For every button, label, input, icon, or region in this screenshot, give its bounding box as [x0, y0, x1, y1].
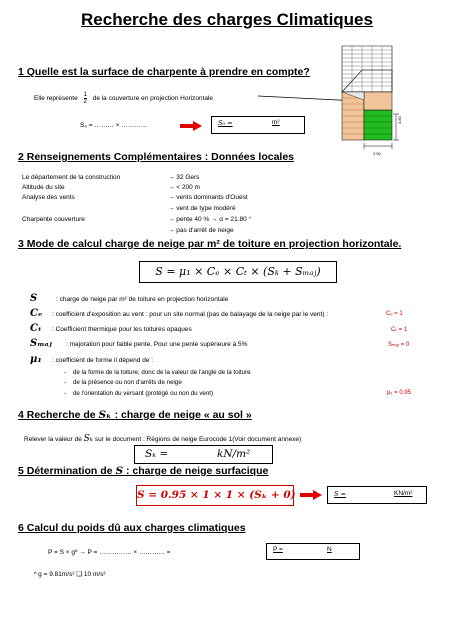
arrow-icon	[300, 490, 322, 500]
info-row-value: → 32 Gers	[168, 174, 200, 181]
info-row-label: Le département de la construction	[22, 174, 121, 181]
def-symbol: Cₜ	[30, 323, 42, 334]
sk-note: Relever la valeur de Sₖ sur le document : Régions de neige Eurocode 1(Voir document annexe)	[24, 434, 302, 444]
info-row-value: → < 200 m	[168, 184, 200, 191]
section-4-heading: 4 Recherche de Sₖ : charge de neige « au sol »	[18, 409, 252, 421]
def-text: : majoration pour faible pente. Pour une pente supérieure à 5%	[66, 341, 248, 348]
bullet-item: - de l'orientation du versant (protégé ou non du vent)	[64, 390, 214, 397]
surface-result-box[interactable]: S₀ = m²	[211, 116, 305, 134]
def-text: : Coefficient thermique pour les toitures opaques	[52, 326, 192, 333]
gravity-note: º g = 9.81m/s² ❑ 10 m/s²	[34, 571, 106, 578]
roof-drawing	[334, 40, 444, 162]
bullet-item: - de la présence ou non d'arrêts de neige	[64, 379, 182, 386]
surface-snow-result-box[interactable]: S = KN/m²	[327, 486, 427, 504]
arrow-icon	[180, 121, 202, 131]
info-row-value: → vents dominants d'Ouest	[168, 194, 248, 201]
info-row-label: Charpente couverture	[22, 216, 85, 223]
surface-description: Elle représente $\frac{1}{2}$ de la couverture en projection Horizontale	[34, 92, 214, 105]
info-row-value: → pas d'arrêt de neige	[168, 227, 234, 234]
def-symbol: Sₘₐⱼ	[30, 338, 52, 349]
info-row-value: → pente 40 % → α = 21.80 °	[168, 216, 252, 223]
def-symbol: S	[30, 293, 38, 304]
def-text: : coefficient de forme il dépend de :	[52, 357, 154, 364]
def-text: : coefficient d'exposition au vent : pour un site normal (pas de balayage de la neige par le vent) :	[52, 311, 329, 318]
info-row-label: Analyse des vents	[22, 194, 75, 201]
section-5-heading: 5 Détermination de S : charge de neige surfacique	[18, 465, 269, 477]
snow-formula-box: S = μ₁ × Cₑ × Cₜ × (Sₖ + Sₘₐⱼ)	[139, 261, 337, 283]
weight-calc: P = S × gº → P = …………… × ………… =	[48, 549, 171, 556]
weight-result-box[interactable]: P = N	[266, 543, 360, 560]
bullet-item: - de la forme de la toiture, donc de la valeur de l'angle de la toiture	[64, 369, 251, 376]
section-2-heading: 2 Renseignements Complémentaires : Données locales	[18, 151, 295, 163]
sk-result-box[interactable]: Sₖ = kN/m²	[134, 445, 273, 464]
def-symbol: μ₁	[30, 354, 42, 365]
section-6-heading: 6 Calcul du poids dû aux charges climatiques	[18, 522, 246, 534]
mu-value: μ₁ = 0.95	[387, 390, 411, 396]
def-value: Cₑ = 1	[386, 311, 403, 317]
def-text: : charge de neige par m² de toiture en projection horizontale	[56, 296, 229, 303]
info-row-label: Altitude du site	[22, 184, 65, 191]
def-symbol: Cₑ	[30, 308, 43, 319]
section-3-heading: 3 Mode de calcul charge de neige par m² de toiture en projection horizontale.	[18, 238, 402, 250]
dimension-bottom: 2.50	[373, 151, 381, 156]
info-row-value: → vent de type modéré	[168, 205, 236, 212]
page-title: Recherche des charges Climatiques	[81, 10, 373, 29]
section-1-heading: 1 Quelle est la surface de charpente à prendre en compte?	[18, 66, 310, 78]
def-value: Sₘₐⱼ = 0	[388, 342, 410, 348]
dimension-right: 4.80	[397, 116, 402, 124]
surface-calc: S₀ = ……… × …………	[80, 122, 148, 129]
surface-snow-formula-box: S = 0.95 × 1 × 1 × (Sₖ + 0)	[136, 485, 294, 506]
def-value: Cₜ = 1	[391, 327, 408, 333]
